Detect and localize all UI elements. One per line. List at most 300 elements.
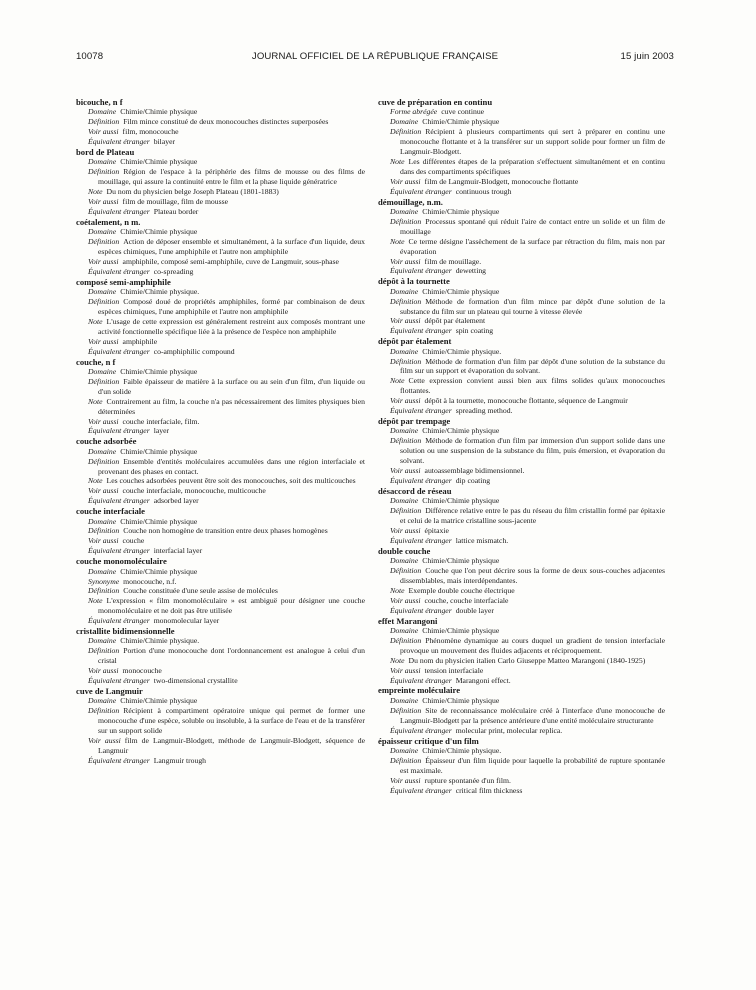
field-label: Voir aussi	[390, 775, 421, 785]
entry-field	[378, 187, 665, 197]
field-text: L'usage de cette expression est généralement restreint aux composés montrant une activité fonctionnelle spécifique liée à la présence de l'espèce non amphiphile	[98, 316, 365, 336]
entry-term: double couche	[378, 545, 431, 556]
field-text: L'expression « film monomoléculaire » est ambiguë pour désigner une couche monomoléculaire et ne doit pas être utilisée	[98, 596, 365, 616]
field-label: Équivalent étranger	[390, 535, 452, 545]
entry-term: bord de Plateau	[76, 147, 135, 158]
field-text: Chimie/Chimie physique	[422, 556, 500, 566]
field-label: Définition	[390, 755, 422, 765]
glossary-entry	[378, 616, 665, 686]
field-text: Chimie/Chimie physique	[120, 227, 198, 237]
field-label: Définition	[88, 706, 120, 716]
entry-field	[76, 127, 365, 137]
field-text: two-dimensional crystallite	[153, 676, 238, 686]
field-text: cuve continue	[441, 107, 485, 117]
field-text: Contrairement au film, la couche n'a pas nécessairement des limites physiques bien déterminées	[98, 396, 365, 416]
entry-term: cristallite bidimensionnelle	[76, 626, 175, 637]
field-text: spin coating	[455, 326, 494, 336]
field-label: Équivalent étranger	[88, 496, 150, 506]
entry-field	[76, 577, 365, 587]
field-text: Chimie/Chimie physique	[422, 206, 500, 216]
entry-field	[76, 476, 365, 486]
field-label: Domaine	[88, 287, 117, 297]
glossary-entry	[378, 486, 665, 546]
publication-date: 15 juin 2003	[620, 51, 674, 62]
field-label: Voir aussi	[390, 256, 421, 266]
entry-field	[378, 746, 665, 756]
field-text: film de mouillage.	[424, 256, 482, 266]
field-label: Note	[390, 376, 405, 386]
field-text: spreading method.	[455, 406, 513, 416]
entry-field	[378, 536, 665, 546]
field-text: double layer	[455, 605, 494, 615]
entry-field	[378, 297, 665, 317]
entry-field	[76, 347, 365, 357]
entry-term: démouillage, n.m.	[378, 196, 443, 207]
field-text: Méthode de formation d'un film par immersion d'un support solide dans une solution ou une suspension de la substance du film, puis émersion, et évaporation du solvant.	[400, 436, 665, 466]
field-label: Voir aussi	[390, 176, 421, 186]
entry-term: cuve de Langmuir	[76, 685, 143, 696]
glossary-entry	[378, 97, 665, 197]
entry-term: composé semi-amphiphile	[76, 276, 171, 287]
entry-field	[378, 606, 665, 616]
entry-field	[378, 157, 665, 177]
entry-field	[76, 317, 365, 337]
field-label: Voir aussi	[390, 665, 421, 675]
entry-field	[378, 347, 665, 357]
field-label: Définition	[88, 167, 120, 177]
entry-term: empreinte moléculaire	[378, 685, 461, 696]
field-label: Domaine	[88, 366, 117, 376]
field-text: Récipient à compartiment opératoire unique qui permet de former une monocouche d'une espèce, soluble ou insoluble, à la surface de l'eau et de la transférer sur un support solide	[98, 706, 365, 736]
field-text: co-spreading	[153, 266, 194, 276]
entry-field	[378, 326, 665, 336]
field-text: Couche non homogène de transition entre deux phases homogènes	[123, 526, 328, 536]
field-label: Équivalent étranger	[88, 426, 150, 436]
field-text: Chimie/Chimie physique.	[120, 636, 200, 646]
field-label: Voir aussi	[88, 336, 119, 346]
entry-field	[76, 297, 365, 317]
field-text: Chimie/Chimie physique	[120, 107, 198, 117]
field-label: Domaine	[390, 117, 419, 127]
field-text: co-amphiphilic compound	[153, 346, 235, 356]
entry-field	[76, 526, 365, 536]
field-text: Chimie/Chimie physique	[120, 696, 198, 706]
entry-field	[378, 466, 665, 476]
field-label: Note	[390, 156, 405, 166]
field-text: Chimie/Chimie physique	[422, 496, 500, 506]
entry-field	[76, 567, 365, 577]
entry-term: couche interfaciale	[76, 506, 145, 517]
entry-field	[76, 696, 365, 706]
entry-field	[76, 676, 365, 686]
entry-field	[76, 207, 365, 217]
field-label: Définition	[390, 356, 422, 366]
field-label: Note	[390, 585, 405, 595]
field-label: Équivalent étranger	[88, 137, 150, 147]
journal-title: JOURNAL OFFICIEL DE LA RÉPUBLIQUE FRANÇAISE	[251, 51, 499, 62]
entry-field	[378, 636, 665, 656]
entry-term: désaccord de réseau	[378, 485, 452, 496]
field-label: Définition	[88, 376, 120, 386]
field-text: Film mince constitué de deux monocouches distinctes superposées	[123, 117, 329, 127]
glossary-entry	[378, 685, 665, 735]
field-label: Définition	[390, 705, 422, 715]
entry-field	[76, 397, 365, 417]
field-text: Site de reconnaissance moléculaire créé à l'interface d'une monocouche de Langmuir-Blodgett par la présence antérieure d'une entité moléculaire structurante	[400, 705, 665, 725]
field-text: épitaxie	[424, 525, 449, 535]
field-text: monocouche	[122, 666, 162, 676]
entry-field	[378, 426, 665, 436]
field-text: film de mouillage, film de mousse	[122, 197, 229, 207]
field-text: critical film thickness	[455, 785, 523, 795]
field-label: Équivalent étranger	[88, 206, 150, 216]
field-text: bilayer	[153, 137, 176, 147]
field-label: Voir aussi	[88, 736, 121, 745]
field-text: Chimie/Chimie physique	[120, 516, 198, 526]
field-label: Équivalent étranger	[88, 755, 150, 765]
entry-field	[76, 586, 365, 596]
field-text: Marangoni effect.	[455, 675, 511, 685]
field-label: Domaine	[88, 446, 117, 456]
glossary-entry	[76, 217, 365, 277]
field-label: Voir aussi	[390, 316, 421, 326]
field-label: Domaine	[88, 107, 117, 117]
field-label: Définition	[88, 456, 120, 466]
entry-field	[378, 376, 665, 396]
entry-field	[76, 337, 365, 347]
entry-field	[378, 626, 665, 636]
field-label: Note	[88, 316, 103, 326]
field-label: Définition	[390, 635, 422, 645]
field-label: Domaine	[390, 426, 419, 436]
field-text: Chimie/Chimie physique.	[422, 346, 502, 356]
glossary-entry	[76, 147, 365, 217]
glossary-entry	[76, 436, 365, 506]
field-text: Différence relative entre le pas du réseau du film cristallin formé par épitaxie et celui de la matrice cristalline sous-jacente	[400, 506, 665, 526]
glossary-entry	[76, 686, 365, 766]
field-text: Les différentes étapes de la préparation s'effectuent simultanément et en continu dans des compartiments spécifiques	[400, 156, 665, 176]
field-text: Portion d'une monocouche dont l'ordonnancement est analogue à celui d'un cristal	[98, 646, 365, 666]
field-text: Faible épaisseur de matière à la surface ou au sein d'un film, d'un liquide ou d'un solide	[98, 376, 365, 396]
entry-field	[378, 656, 665, 666]
field-text: Couche constituée d'une seule assise de molécules	[123, 586, 278, 596]
field-label: Voir aussi	[390, 595, 421, 605]
entry-field	[378, 786, 665, 796]
entry-term: couche monomoléculaire	[76, 556, 167, 567]
field-text: Région de l'espace à la périphérie des films de mousse ou des films de mouillage, qui assure la continuité entre le film et la phase liquide génératrice	[98, 167, 365, 187]
entry-field	[76, 417, 365, 427]
glossary-entry	[378, 336, 665, 416]
field-label: Voir aussi	[88, 486, 119, 496]
entry-field	[378, 406, 665, 416]
glossary-entry	[76, 277, 365, 357]
field-text: dépôt à la tournette, monocouche flottante, séquence de Langmuir	[424, 396, 628, 406]
field-text: amphiphile, composé semi-amphiphile, cuve de Langmuir, sous-phase	[122, 257, 339, 266]
entry-field	[76, 756, 365, 766]
field-label: Domaine	[390, 286, 419, 296]
entry-field	[76, 616, 365, 626]
field-text: dewetting	[455, 266, 487, 276]
field-text: film de Langmuir-Blodgett, monocouche flottante	[424, 176, 579, 186]
field-label: Domaine	[88, 636, 117, 646]
entry-field	[378, 706, 665, 726]
entry-field	[378, 177, 665, 187]
entry-field	[76, 157, 365, 167]
field-text: Méthode de formation d'un film par dépôt d'une solution de la substance du film sur un support et évaporation du solvant.	[400, 356, 665, 376]
entry-field	[76, 267, 365, 277]
entry-field	[76, 517, 365, 527]
entry-field	[76, 287, 365, 297]
entry-field	[76, 227, 365, 237]
entry-field	[378, 756, 665, 776]
entry-field	[76, 447, 365, 457]
entry-field	[378, 696, 665, 706]
field-label: Domaine	[390, 206, 419, 216]
entry-field	[378, 776, 665, 786]
field-text: Action de déposer ensemble et simultanément, à la surface d'un liquide, deux espèces chimiques, l'une amphiphile et l'autre non amphiphile	[98, 237, 365, 257]
field-label: Définition	[390, 127, 422, 137]
field-text: continuous trough	[455, 186, 512, 196]
field-text: lattice mismatch.	[455, 535, 509, 545]
page-header	[76, 51, 674, 65]
field-text: Langmuir trough	[153, 755, 207, 765]
field-text: Du nom du physicien italien Carlo Giuseppe Matteo Marangoni (1840-1925)	[408, 655, 646, 665]
field-text: Chimie/Chimie physique	[120, 446, 198, 456]
field-text: Exemple double couche électrique	[408, 585, 515, 595]
entry-term: effet Marangoni	[378, 615, 438, 626]
field-text: Du nom du physicien belge Joseph Plateau (1801-1883)	[106, 187, 279, 197]
entry-term: coétalement, n m.	[76, 216, 141, 227]
field-label: Définition	[88, 117, 120, 127]
entry-field	[378, 316, 665, 326]
entry-field	[76, 187, 365, 197]
field-label: Domaine	[390, 496, 419, 506]
entry-term: dépôt par trempage	[378, 416, 451, 426]
entry-field	[378, 726, 665, 736]
field-text: Chimie/Chimie physique	[422, 286, 500, 296]
entry-field	[76, 107, 365, 117]
glossary-entry	[378, 276, 665, 336]
field-label: Équivalent étranger	[390, 186, 452, 196]
field-label: Note	[88, 396, 103, 406]
field-text: Couche que l'on peut décrire sous la forme de deux sous-couches adjacentes dissemblables, mais interdépendantes.	[400, 566, 665, 585]
field-label: Équivalent étranger	[88, 266, 150, 276]
entry-field	[76, 377, 365, 397]
field-label: Domaine	[390, 745, 419, 755]
field-text: Épaisseur d'un film liquide pour laquelle la probabilité de rupture spontanée est maximale.	[400, 755, 665, 775]
field-label: Domaine	[88, 157, 117, 167]
field-label: Voir aussi	[390, 396, 421, 406]
field-label: Forme abrégée	[390, 107, 438, 117]
field-label: Définition	[390, 296, 422, 306]
field-text: Récipient à plusieurs compartiments qui sert à préparer en continu une monocouche flottante et à la transférer sur un support solide pour former un film de Langmuir-Blodgett.	[400, 127, 665, 157]
field-label: Note	[88, 596, 103, 606]
field-label: Voir aussi	[88, 536, 119, 546]
field-text: Cette expression convient aussi bien aux films solides qu'aux monocouches flottantes.	[400, 376, 665, 396]
left-column	[76, 97, 365, 766]
field-text: molecular print, molecular replica.	[455, 725, 563, 735]
entry-field	[378, 506, 665, 526]
field-label: Définition	[88, 297, 120, 307]
field-text: Chimie/Chimie physique	[422, 426, 500, 436]
field-text: couche, couche interfaciale	[424, 595, 509, 605]
entry-field	[76, 426, 365, 436]
field-label: Synonyme	[88, 576, 120, 586]
page-number: 10078	[76, 51, 104, 62]
right-column	[378, 97, 665, 795]
field-label: Définition	[88, 237, 120, 247]
entry-field	[76, 367, 365, 377]
field-text: adsorbed layer	[153, 496, 199, 506]
entry-field	[76, 636, 365, 646]
field-label: Équivalent étranger	[88, 676, 150, 686]
entry-field	[378, 396, 665, 406]
entry-field	[378, 496, 665, 506]
entry-field	[76, 457, 365, 477]
field-text: Composé doué de propriétés amphiphiles, formé par combinaison de deux espèces chimiques, l'une amphiphile et l'autre non amphiphile	[98, 297, 365, 317]
entry-term: dépôt à la tournette	[378, 276, 450, 287]
field-text: Ce terme désigne l'assèchement de la surface par rétraction du film, mais non par évaporation	[400, 236, 665, 256]
field-text: interfacial layer	[153, 546, 203, 556]
field-label: Domaine	[88, 516, 117, 526]
glossary-entry	[378, 546, 665, 616]
field-label: Équivalent étranger	[88, 616, 150, 626]
field-label: Définition	[390, 566, 422, 576]
glossary-entry	[378, 416, 665, 486]
entry-field	[76, 736, 365, 756]
field-text: Chimie/Chimie physique	[120, 366, 198, 376]
field-label: Équivalent étranger	[390, 266, 452, 276]
entry-field	[76, 197, 365, 207]
entry-field	[378, 526, 665, 536]
glossary-entry	[76, 626, 365, 686]
entry-field	[76, 237, 365, 257]
field-text: Chimie/Chimie physique	[120, 157, 198, 167]
field-label: Voir aussi	[88, 666, 119, 676]
entry-field	[378, 266, 665, 276]
field-label: Équivalent étranger	[390, 725, 452, 735]
field-label: Définition	[390, 436, 422, 446]
entry-field	[76, 137, 365, 147]
entry-field	[378, 566, 665, 586]
entry-field	[76, 646, 365, 666]
field-text: tension interfaciale	[424, 665, 484, 675]
field-label: Voir aussi	[88, 197, 119, 207]
field-label: Voir aussi	[88, 416, 119, 426]
field-label: Domaine	[88, 227, 117, 237]
entry-field	[76, 536, 365, 546]
entry-term: bicouche, n f	[76, 97, 123, 107]
field-label: Définition	[88, 526, 120, 536]
field-label: Voir aussi	[88, 127, 119, 137]
entry-field	[76, 257, 365, 267]
entry-term: épaisseur critique d'un film	[378, 735, 479, 746]
entry-field	[76, 666, 365, 676]
field-label: Équivalent étranger	[390, 675, 452, 685]
field-text: Chimie/Chimie physique.	[120, 287, 200, 297]
field-text: Les couches adsorbées peuvent être soit des monocouches, soit des multicouches	[106, 476, 356, 486]
field-label: Définition	[88, 586, 120, 596]
field-label: Équivalent étranger	[390, 406, 452, 416]
field-label: Équivalent étranger	[88, 346, 150, 356]
entry-field	[378, 217, 665, 237]
glossary-entry	[378, 736, 665, 796]
field-text: dip coating	[455, 475, 491, 485]
entry-field	[378, 287, 665, 297]
glossary-entry	[76, 556, 365, 626]
field-label: Voir aussi	[390, 525, 421, 535]
glossary-entry	[378, 197, 665, 277]
entry-field	[378, 596, 665, 606]
entry-field	[378, 357, 665, 377]
field-label: Note	[88, 476, 103, 486]
field-text: Chimie/Chimie physique	[422, 117, 500, 127]
field-text: Phénomène dynamique au cours duquel un gradient de tension interfaciale provoque un mouvement des fluides adjacents et réciproquement.	[400, 635, 665, 655]
field-text: Chimie/Chimie physique	[422, 626, 500, 636]
field-label: Définition	[88, 646, 120, 656]
field-text: dépôt par étalement	[424, 316, 486, 326]
entry-field	[76, 496, 365, 506]
entry-field	[76, 167, 365, 187]
entry-field	[378, 586, 665, 596]
field-text: amphiphile	[122, 336, 158, 346]
entry-field	[378, 207, 665, 217]
field-text: monocouche, n.f.	[123, 576, 177, 586]
field-label: Note	[390, 236, 405, 246]
field-text: autoassemblage bidimensionnel.	[424, 466, 525, 476]
field-label: Définition	[390, 216, 422, 226]
field-label: Définition	[390, 506, 422, 516]
entry-field	[378, 476, 665, 486]
field-text: Plateau border	[153, 206, 199, 216]
glossary-entry	[76, 357, 365, 437]
entry-term: couche, n f	[76, 356, 116, 367]
field-label: Équivalent étranger	[390, 326, 452, 336]
field-label: Équivalent étranger	[88, 546, 150, 556]
field-text: Chimie/Chimie physique	[120, 566, 198, 576]
entry-field	[378, 127, 665, 157]
field-text: couche interfaciale, film.	[122, 416, 200, 426]
glossary-entry	[76, 506, 365, 556]
entry-field	[76, 117, 365, 127]
field-text: Processus spontané qui réduit l'aire de contact entre un solide et un film de mouillage	[400, 216, 665, 236]
entry-term: couche adsorbée	[76, 436, 137, 447]
entry-field	[378, 237, 665, 257]
entry-field	[378, 107, 665, 117]
field-label: Note	[390, 655, 405, 665]
field-text: Chimie/Chimie physique	[422, 695, 500, 705]
field-label: Voir aussi	[88, 257, 119, 266]
field-label: Domaine	[390, 695, 419, 705]
field-label: Domaine	[88, 566, 117, 576]
field-text: couche	[122, 536, 145, 546]
entry-field	[378, 117, 665, 127]
entry-field	[378, 257, 665, 267]
entry-field	[378, 676, 665, 686]
field-text: film, monocouche	[122, 127, 179, 137]
field-text: Méthode de formation d'un film mince par dépôt d'une solution de la substance du film sur un plateau qui tourne à vitesse élevée	[400, 296, 665, 316]
entry-field	[76, 486, 365, 496]
entry-field	[378, 436, 665, 466]
entry-field	[76, 546, 365, 556]
field-text: Ensemble d'entités moléculaires accumulées dans une région interfaciale et provenant des phases en contact.	[98, 456, 365, 476]
field-label: Domaine	[390, 626, 419, 636]
field-label: Domaine	[390, 346, 419, 356]
field-text: film de Langmuir-Blodgett, méthode de Langmuir-Blodgett, séquence de Langmuir	[98, 736, 365, 755]
field-text: couche interfaciale, monocouche, multicouche	[122, 486, 266, 496]
field-label: Domaine	[390, 556, 419, 566]
field-text: Chimie/Chimie physique.	[422, 745, 502, 755]
